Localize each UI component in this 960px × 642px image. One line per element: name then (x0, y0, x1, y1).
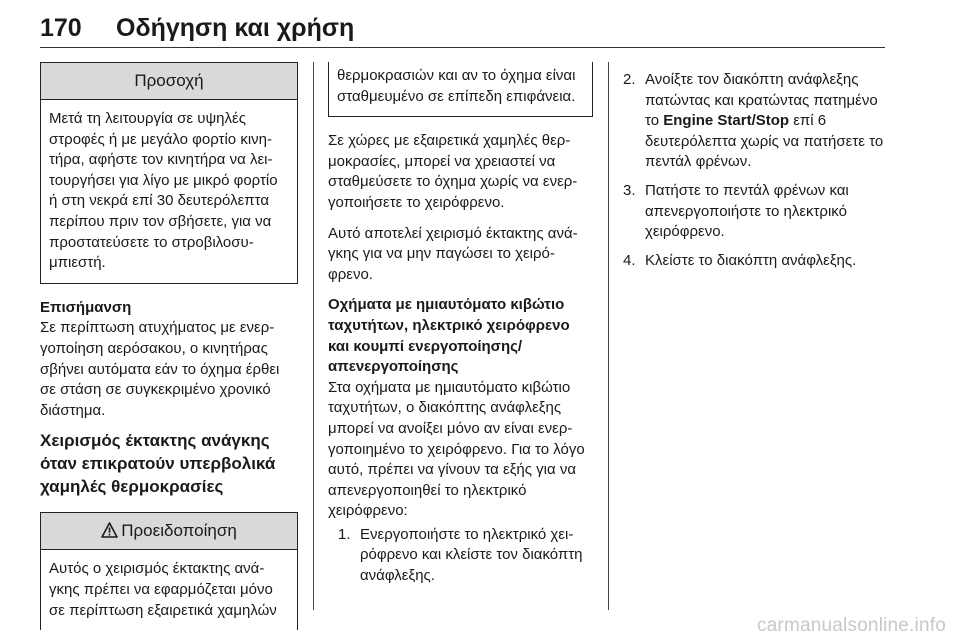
paragraph-semi-auto: Στα οχήματα με ημιαυτόματο κιβώτιο ταχυτήτων, ο διακόπτης ανάφλεξης μπορεί να ανοίξει μόνο αν είναι ενεργοποιημένο το χειρόφρενο. Για το λόγο αυτό, πρέπει να γίνουν τα εξής για να απενεργοποιηθεί το ηλεκτρικό χειρόφρενο: (328, 378, 585, 520)
column-1 (40, 62, 298, 630)
chapter-title: Οδήγηση και χρήση (116, 14, 355, 42)
list-item (623, 251, 885, 272)
caution-text: Μετά τη λειτουργία σε υψηλές στροφές ή με μεγάλο φορτίο κινητήρα, αφήστε τον κινητήρα να λειτουργήσει για λίγο με μικρό φορτίο ή στη νεκρά επί 30 δευτερόλεπτα περίπου πριν τον σβήσετε, για να προστατεύσετε το στροβιλοσυμπιεστή. (49, 110, 278, 272)
page-number: 170 (40, 14, 82, 42)
warning-box-continued (328, 62, 593, 117)
warning-title-bar (41, 513, 297, 550)
note-heading: Επισήμανση (40, 298, 132, 316)
note-text: Σε περίπτωση ατυχήματος με ενεργοποίηση αερόσακου, ο κινητήρας σβήνει αυτόματα εάν το όχημα έρθει σε στάση σε συγκεκριμένο χρονικό διάστημα. (40, 319, 280, 419)
column-2 (328, 62, 593, 587)
column-divider-2 (608, 62, 609, 610)
warning-title: Προειδοποίηση (121, 521, 237, 541)
watermark: carmanualsonline.info (756, 615, 946, 636)
step-text-pre: Ανοίξτε τον διακόπτη ανάφλεξης πατώντας και κρατώντας πατημένο το (645, 71, 878, 130)
list-item (623, 70, 885, 173)
warning-text-part1: Αυτός ο χειρισμός έκτακτης ανάγκης πρέπει να εφαρμόζεται μόνο σε περίπτωση εξαιρετικά χαμηλών (49, 560, 277, 619)
step-number: 3. (623, 181, 636, 199)
step-text: Ενεργοποιήστε το ηλεκτρικό χειρόφρενο και κλείστε τον διακόπτη ανάφλεξης. (360, 525, 583, 585)
column-divider-1 (313, 62, 314, 610)
page-header (0, 0, 960, 52)
step-text-post: επί 6 δευτερόλεπτα χωρίς να πατήσετε το πεντάλ φρένων. (645, 112, 884, 171)
paragraph-emergency-op: Αυτό αποτελεί χειρισμό έκτακτης ανάγκης για να μην παγώσει το χειρόφρενο. (328, 224, 578, 283)
step-number: 4. (623, 251, 636, 269)
warning-text-part2: θερμοκρασιών και αν το όχημα είναι σταθμευμένο σε επίπεδη επιφάνεια. (337, 67, 576, 105)
steps-list-continued (623, 70, 885, 271)
caution-title: Προσοχή (41, 63, 297, 100)
column-3 (623, 70, 885, 271)
section-title-emergency: Χειρισμός έκτακτης ανάγκης όταν επικρατούν υπερβολικά χαμηλές θερμοκρασίες (40, 431, 276, 497)
step-text: Κλείστε το διακόπτη ανάφλεξης. (645, 251, 857, 269)
list-item (623, 181, 885, 243)
header-rule (40, 47, 885, 48)
step-text: Πατήστε το πεντάλ φρένων και απενεργοποιήστε το ηλεκτρικό χειρόφρενο. (645, 181, 849, 241)
step-number: 2. (623, 71, 636, 88)
warning-triangle-icon (101, 522, 118, 538)
list-item (338, 525, 593, 587)
warning-box (40, 512, 298, 630)
step-number: 1. (338, 525, 351, 543)
paragraph-low-temps: Σε χώρες με εξαιρετικά χαμηλές θερμοκρασίες, μπορεί να χρειαστεί να σταθμεύσετε το όχημα χωρίς να ενεργοποιήσετε το χειρόφρενο. (328, 132, 578, 211)
subheading-vehicles: Οχήματα με ημιαυτόματο κιβώτιο ταχυτήτων, ηλεκτρικό χειρόφρενο και κουμπί ενεργοποίησης/ απενεργοποίησης (328, 296, 570, 376)
caution-box (40, 62, 298, 284)
engine-start-stop-label: Engine Start/Stop (663, 112, 790, 130)
steps-list-start (328, 525, 593, 587)
